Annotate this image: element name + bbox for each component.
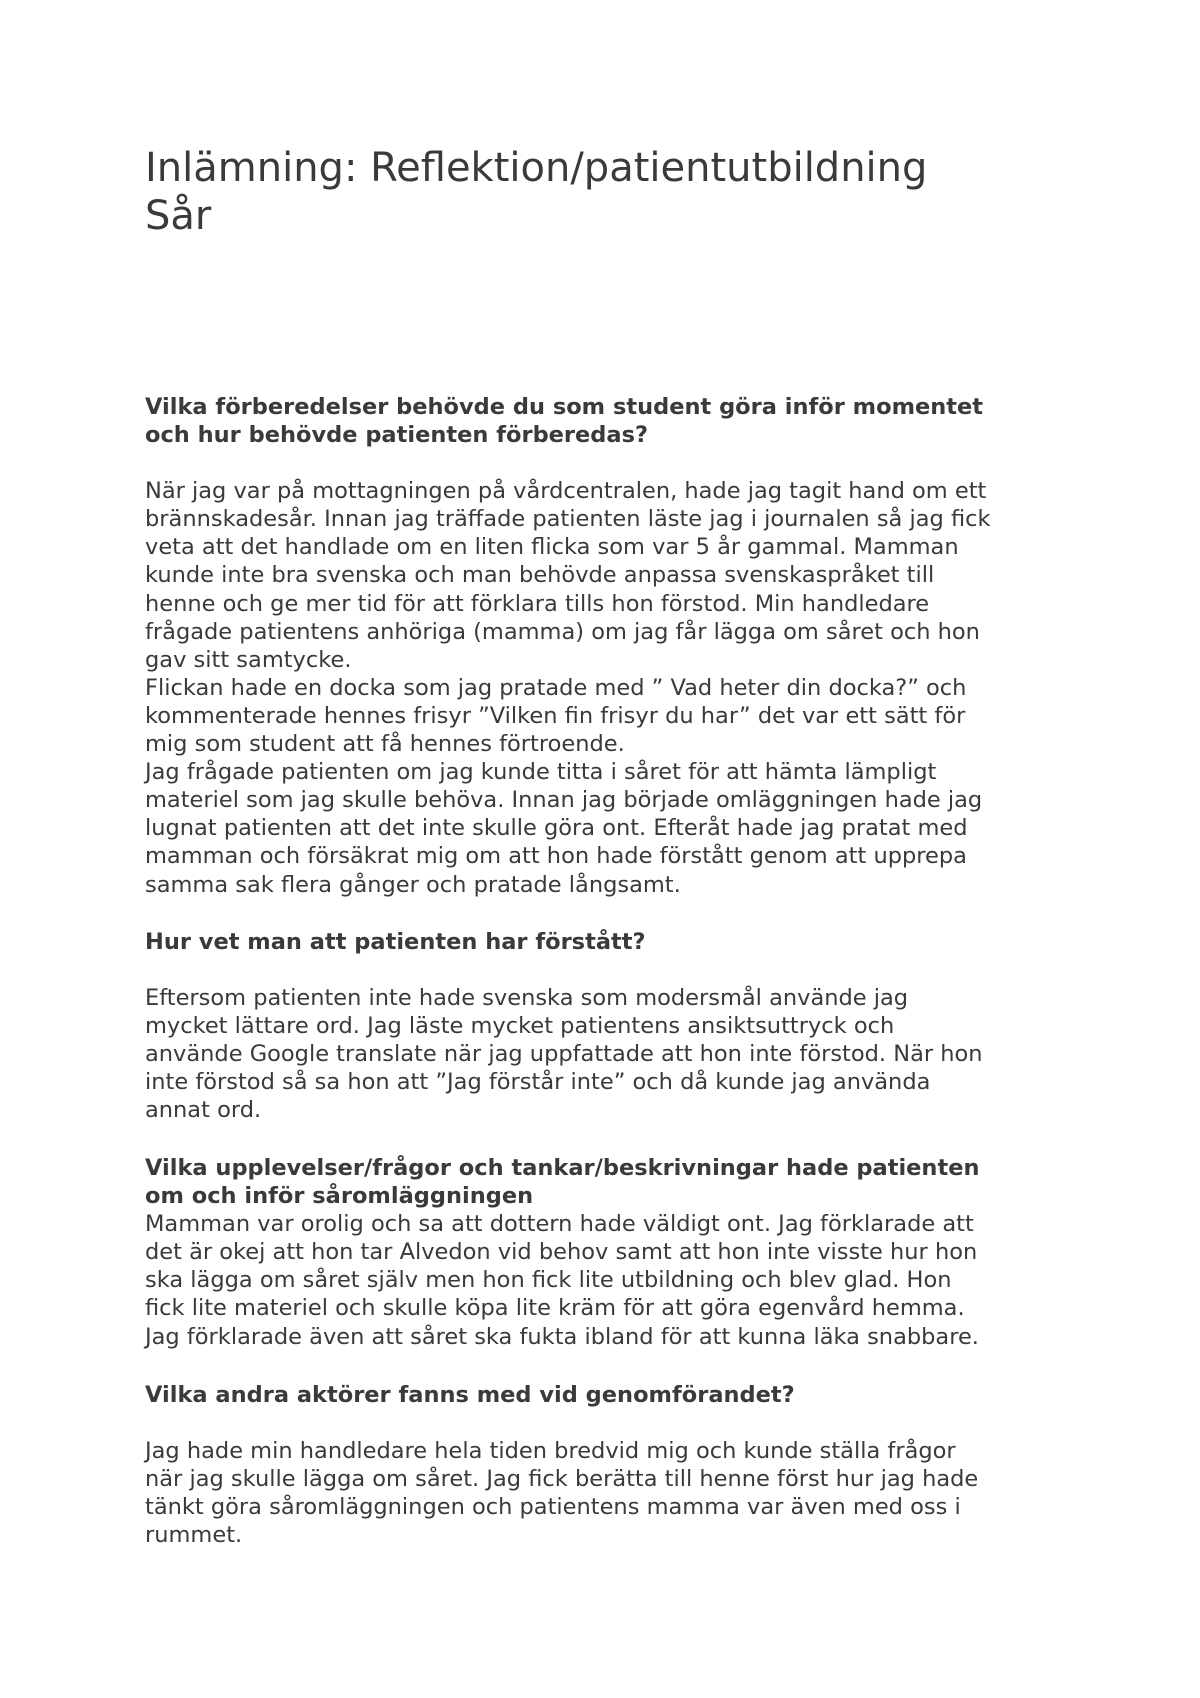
question-line: Vilka andra aktörer fanns med vid genomförandet?	[145, 1382, 795, 1408]
answer-line: Jag hade min handledare hela tiden bredvid mig och kunde ställa frågor	[145, 1438, 956, 1465]
answer-line: Mamman var orolig och sa att dottern hade väldigt ont. Jag förklarade att	[145, 1211, 974, 1238]
answer-line: materiel som jag skulle behöva. Innan jag började omläggningen hade jag	[145, 787, 983, 814]
answer-line: fick lite materiel och skulle köpa lite kräm för att göra egenvård hemma.	[145, 1295, 965, 1322]
answer-line: lugnat patienten att det inte skulle göra ont. Efteråt hade jag pratat med	[145, 815, 968, 842]
section-3	[145, 1154, 1085, 1351]
section-2	[145, 928, 1085, 1125]
answer-line: kommenterade hennes frisyr ”Vilken fin frisyr du har” det var ett sätt för	[145, 702, 966, 729]
answer-line: När jag var på mottagningen på vårdcentralen, hade jag tagit hand om ett	[145, 478, 987, 505]
answer-line: när jag skulle lägga om såret. Jag fick berätta till henne först hur jag hade	[145, 1466, 979, 1493]
question-heading	[145, 393, 1085, 449]
answer-line: kunde inte bra svenska och man behövde anpassa svenskaspråket till	[145, 562, 935, 589]
section-1	[145, 393, 1085, 899]
question-heading	[145, 928, 1085, 956]
answer-line: henne och ge mer tid för att förklara tills hon förstod. Min handledare	[145, 590, 930, 617]
question-heading	[145, 1154, 1085, 1210]
title-line: Inlämning: Reflektion/patientutbildning	[145, 145, 928, 191]
answer-paragraph	[145, 477, 1085, 898]
answer-line: rummet.	[145, 1522, 243, 1549]
answer-line: Flickan hade en docka som jag pratade med ” Vad heter din docka?” och	[145, 674, 967, 701]
question-line: om och inför såromläggningen	[145, 1183, 534, 1210]
answer-paragraph	[145, 1437, 1085, 1549]
answer-line: veta att det handlade om en liten flicka som var 5 år gammal. Mamman	[145, 534, 959, 561]
question-line: Vilka upplevelser/frågor och tankar/beskrivningar hade patienten	[145, 1155, 980, 1181]
answer-line: frågade patientens anhöriga (mamma) om jag får lägga om såret och hon	[145, 618, 980, 645]
answer-line: annat ord.	[145, 1097, 262, 1124]
question-line: Hur vet man att patienten har förstått?	[145, 929, 646, 955]
answer-paragraph	[145, 1210, 1085, 1350]
answer-line: inte förstod så sa hon att ”Jag förstår inte” och då kunde jag använda	[145, 1069, 931, 1096]
answer-line: Jag frågade patienten om jag kunde titta i såret för att hämta lämpligt	[145, 759, 937, 786]
question-heading	[145, 1381, 1085, 1409]
answer-line: Jag förklarade även att såret ska fukta ibland för att kunna läka snabbare.	[145, 1323, 979, 1350]
document-title	[145, 144, 1085, 240]
answer-line: Eftersom patienten inte hade svenska som modersmål använde jag	[145, 985, 909, 1012]
title-line: Sår	[145, 193, 212, 239]
answer-line: mig som student att få hennes förtroende.	[145, 731, 625, 758]
answer-line: mycket lättare ord. Jag läste mycket patientens ansiktsuttryck och	[145, 1013, 895, 1040]
answer-line: ska lägga om såret själv men hon fick lite utbildning och blev glad. Hon	[145, 1267, 952, 1294]
question-line: Vilka förberedelser behövde du som student göra inför momentet	[145, 394, 984, 420]
answer-line: samma sak flera gånger och pratade långsamt.	[145, 871, 681, 898]
answer-line: brännskadesår. Innan jag träffade patienten läste jag i journalen så jag fick	[145, 506, 991, 533]
answer-line: mamman och försäkrat mig om att hon hade förstått genom att upprepa	[145, 843, 967, 870]
answer-line: det är okej att hon tar Alvedon vid behov samt att hon inte visste hur hon	[145, 1239, 978, 1266]
question-line: och hur behövde patienten förberedas?	[145, 422, 649, 449]
answer-paragraph	[145, 984, 1085, 1124]
answer-line: gav sitt samtycke.	[145, 646, 352, 673]
answer-line: använde Google translate när jag uppfattade att hon inte förstod. När hon	[145, 1041, 983, 1068]
section-4	[145, 1381, 1085, 1549]
answer-line: tänkt göra såromläggningen och patientens mamma var även med oss i	[145, 1494, 961, 1521]
